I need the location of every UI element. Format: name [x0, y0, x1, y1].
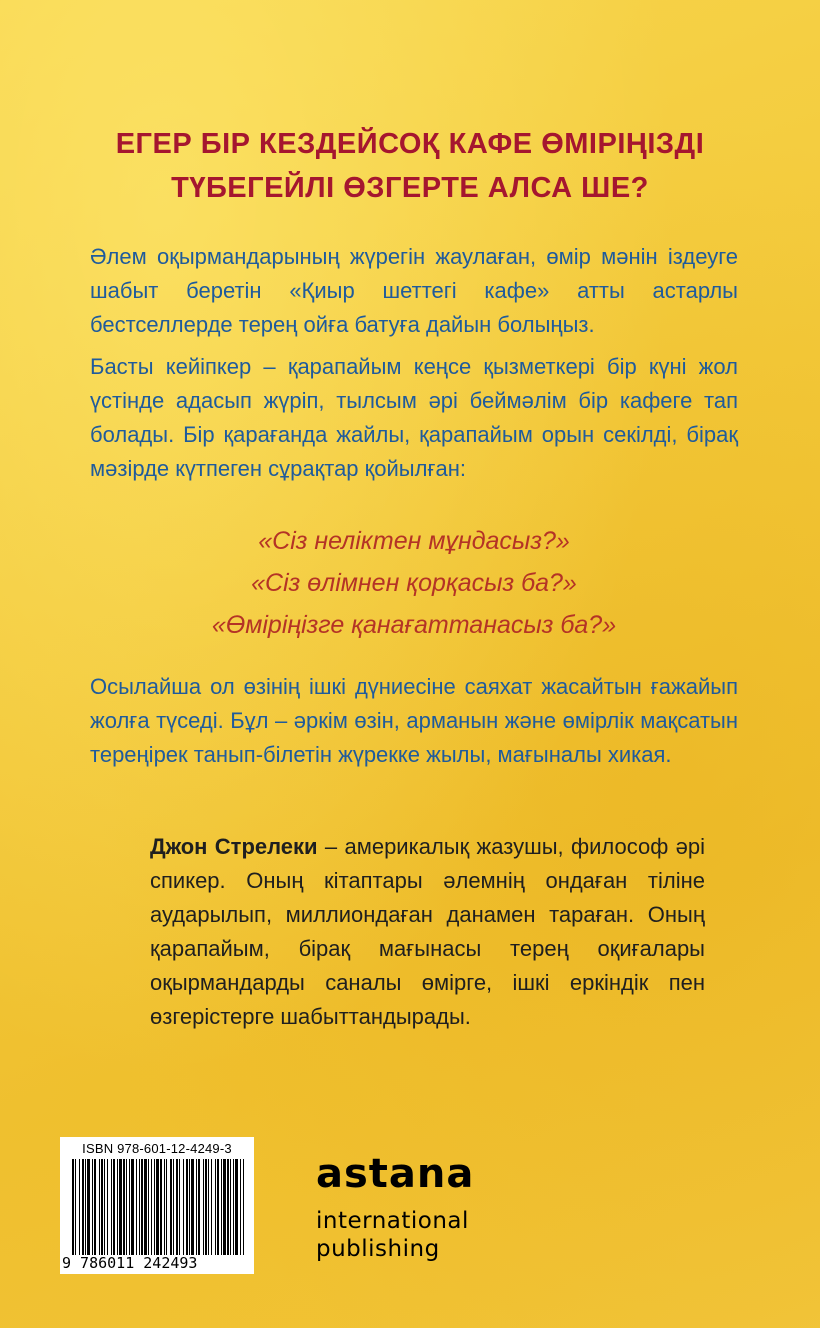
barcode-bar — [183, 1159, 184, 1255]
barcode-bar — [123, 1159, 125, 1255]
barcode-bar — [179, 1159, 180, 1255]
isbn-barcode — [60, 1137, 254, 1274]
publisher-line-publishing: publishing — [316, 1236, 440, 1262]
barcode-bar — [164, 1159, 165, 1255]
barcode-bar — [173, 1159, 174, 1255]
barcode-bar — [92, 1159, 93, 1255]
isbn-label: ISBN 978-601-12-4249-3 — [82, 1141, 232, 1156]
barcode-bar — [227, 1159, 229, 1255]
barcode-bar — [154, 1159, 155, 1255]
publisher-logo — [316, 1150, 516, 1270]
barcode-bar — [87, 1159, 90, 1255]
barcode-bar — [94, 1159, 96, 1255]
barcode-bar — [141, 1159, 143, 1255]
barcode-bar — [113, 1159, 115, 1255]
quote-item: «Өміріңізге қанағаттанасыз ба?» — [211, 611, 617, 639]
barcode-bar — [217, 1159, 219, 1255]
barcode-bar — [196, 1159, 197, 1255]
barcode-bar — [111, 1159, 112, 1255]
barcode-bar — [170, 1159, 172, 1255]
barcode-bar — [119, 1159, 122, 1255]
barcode-bar — [144, 1159, 147, 1255]
barcode-digits: 9 786011 242493 — [62, 1254, 198, 1272]
barcode-bar — [85, 1159, 86, 1255]
publisher-line-international: international — [316, 1208, 469, 1234]
barcode-bar — [191, 1159, 194, 1255]
barcode-bar — [99, 1159, 100, 1255]
barcode-bar — [223, 1159, 226, 1255]
barcode-bar — [166, 1159, 167, 1255]
barcode-bar — [156, 1159, 159, 1255]
barcode-bar — [131, 1159, 134, 1255]
barcode-bar — [136, 1159, 137, 1255]
quote-list — [90, 520, 738, 646]
barcode-bar — [230, 1159, 231, 1255]
barcode-bar — [189, 1159, 190, 1255]
barcode-bar — [240, 1159, 241, 1255]
barcode-bar — [203, 1159, 204, 1255]
barcode-bar — [176, 1159, 178, 1255]
author-bio — [150, 830, 705, 1034]
cover-headline — [60, 122, 760, 210]
barcode-bar — [186, 1159, 188, 1255]
barcode-bar — [79, 1159, 80, 1255]
publisher-wordmark: astana — [316, 1151, 475, 1197]
barcode-bar — [235, 1159, 238, 1255]
intro-paragraph: Әлем оқырмандарының жүрегін жаулаған, өмір мәнін іздеуге шабыт беретін «Қиыр шеттегі кафе» атты астарлы бестселлерде терең ойға батуға дайын болыңыз. — [90, 244, 738, 337]
barcode-bar — [215, 1159, 216, 1255]
barcode-bar — [107, 1159, 108, 1255]
barcode-bar — [75, 1159, 76, 1255]
author-name: Джон Стрелеки — [150, 834, 318, 859]
barcode-bar — [117, 1159, 118, 1255]
barcode-bar — [208, 1159, 209, 1255]
barcode-bar — [72, 1159, 74, 1255]
headline-line-1: ЕГЕР БІР КЕЗДЕЙСОҚ КАФЕ ӨМІРІҢІЗДІ — [115, 128, 705, 160]
headline-line-2: ТҮБЕГЕЙЛІ ӨЗГЕРТЕ АЛСА ШЕ? — [171, 172, 649, 204]
barcode-bar — [233, 1159, 234, 1255]
barcode-bar — [104, 1159, 105, 1255]
barcode-bar — [160, 1159, 162, 1255]
barcode-bar — [129, 1159, 130, 1255]
plot-paragraph: Басты кейіпкер – қарапайым кеңсе қызметкері бір күні жол үстінде адасып жүріп, тылсым әрі беймәлім бір кафеге тап болады. Бір қарағанда жайлы, қарапайым орын секілді, бірақ мәзірде күтпеген сұрақтар қойылған: — [90, 354, 738, 481]
barcode-bar — [148, 1159, 149, 1255]
barcode-bars — [72, 1159, 244, 1255]
closing-paragraph: Осылайша ол өзінің ішкі дүниесіне саяхат жасайтын ғажайып жолға түседі. Бұл – әркім өзін, арманын және өмірлік мақсатын тереңірек танып-білетін жүрекке жылы, мағыналы хикая. — [90, 674, 738, 767]
barcode-bar — [243, 1159, 244, 1255]
quote-item: «Сіз өлімнен қорқасыз ба?» — [251, 569, 577, 597]
barcode-bar — [205, 1159, 207, 1255]
quote-item: «Сіз неліктен мұндасыз?» — [258, 527, 570, 555]
barcode-bar — [82, 1159, 84, 1255]
barcode-bar — [126, 1159, 127, 1255]
barcode-bar — [198, 1159, 200, 1255]
barcode-bar — [211, 1159, 212, 1255]
barcode-bar — [139, 1159, 140, 1255]
author-bio-text: – америкалық жазушы, философ әрі спикер. Оның кітаптары әлемнің ондаған тіліне аударылып, миллиондаған данамен тараған. Оның қарапайым, бірақ мағынасы терең оқиғалары оқырмандарды саналы өмірге, ішкі еркіндік пен өзгерістерге шабыттандырады. — [150, 834, 705, 1029]
barcode-bar — [101, 1159, 103, 1255]
barcode-bar — [221, 1159, 222, 1255]
barcode-bar — [151, 1159, 152, 1255]
